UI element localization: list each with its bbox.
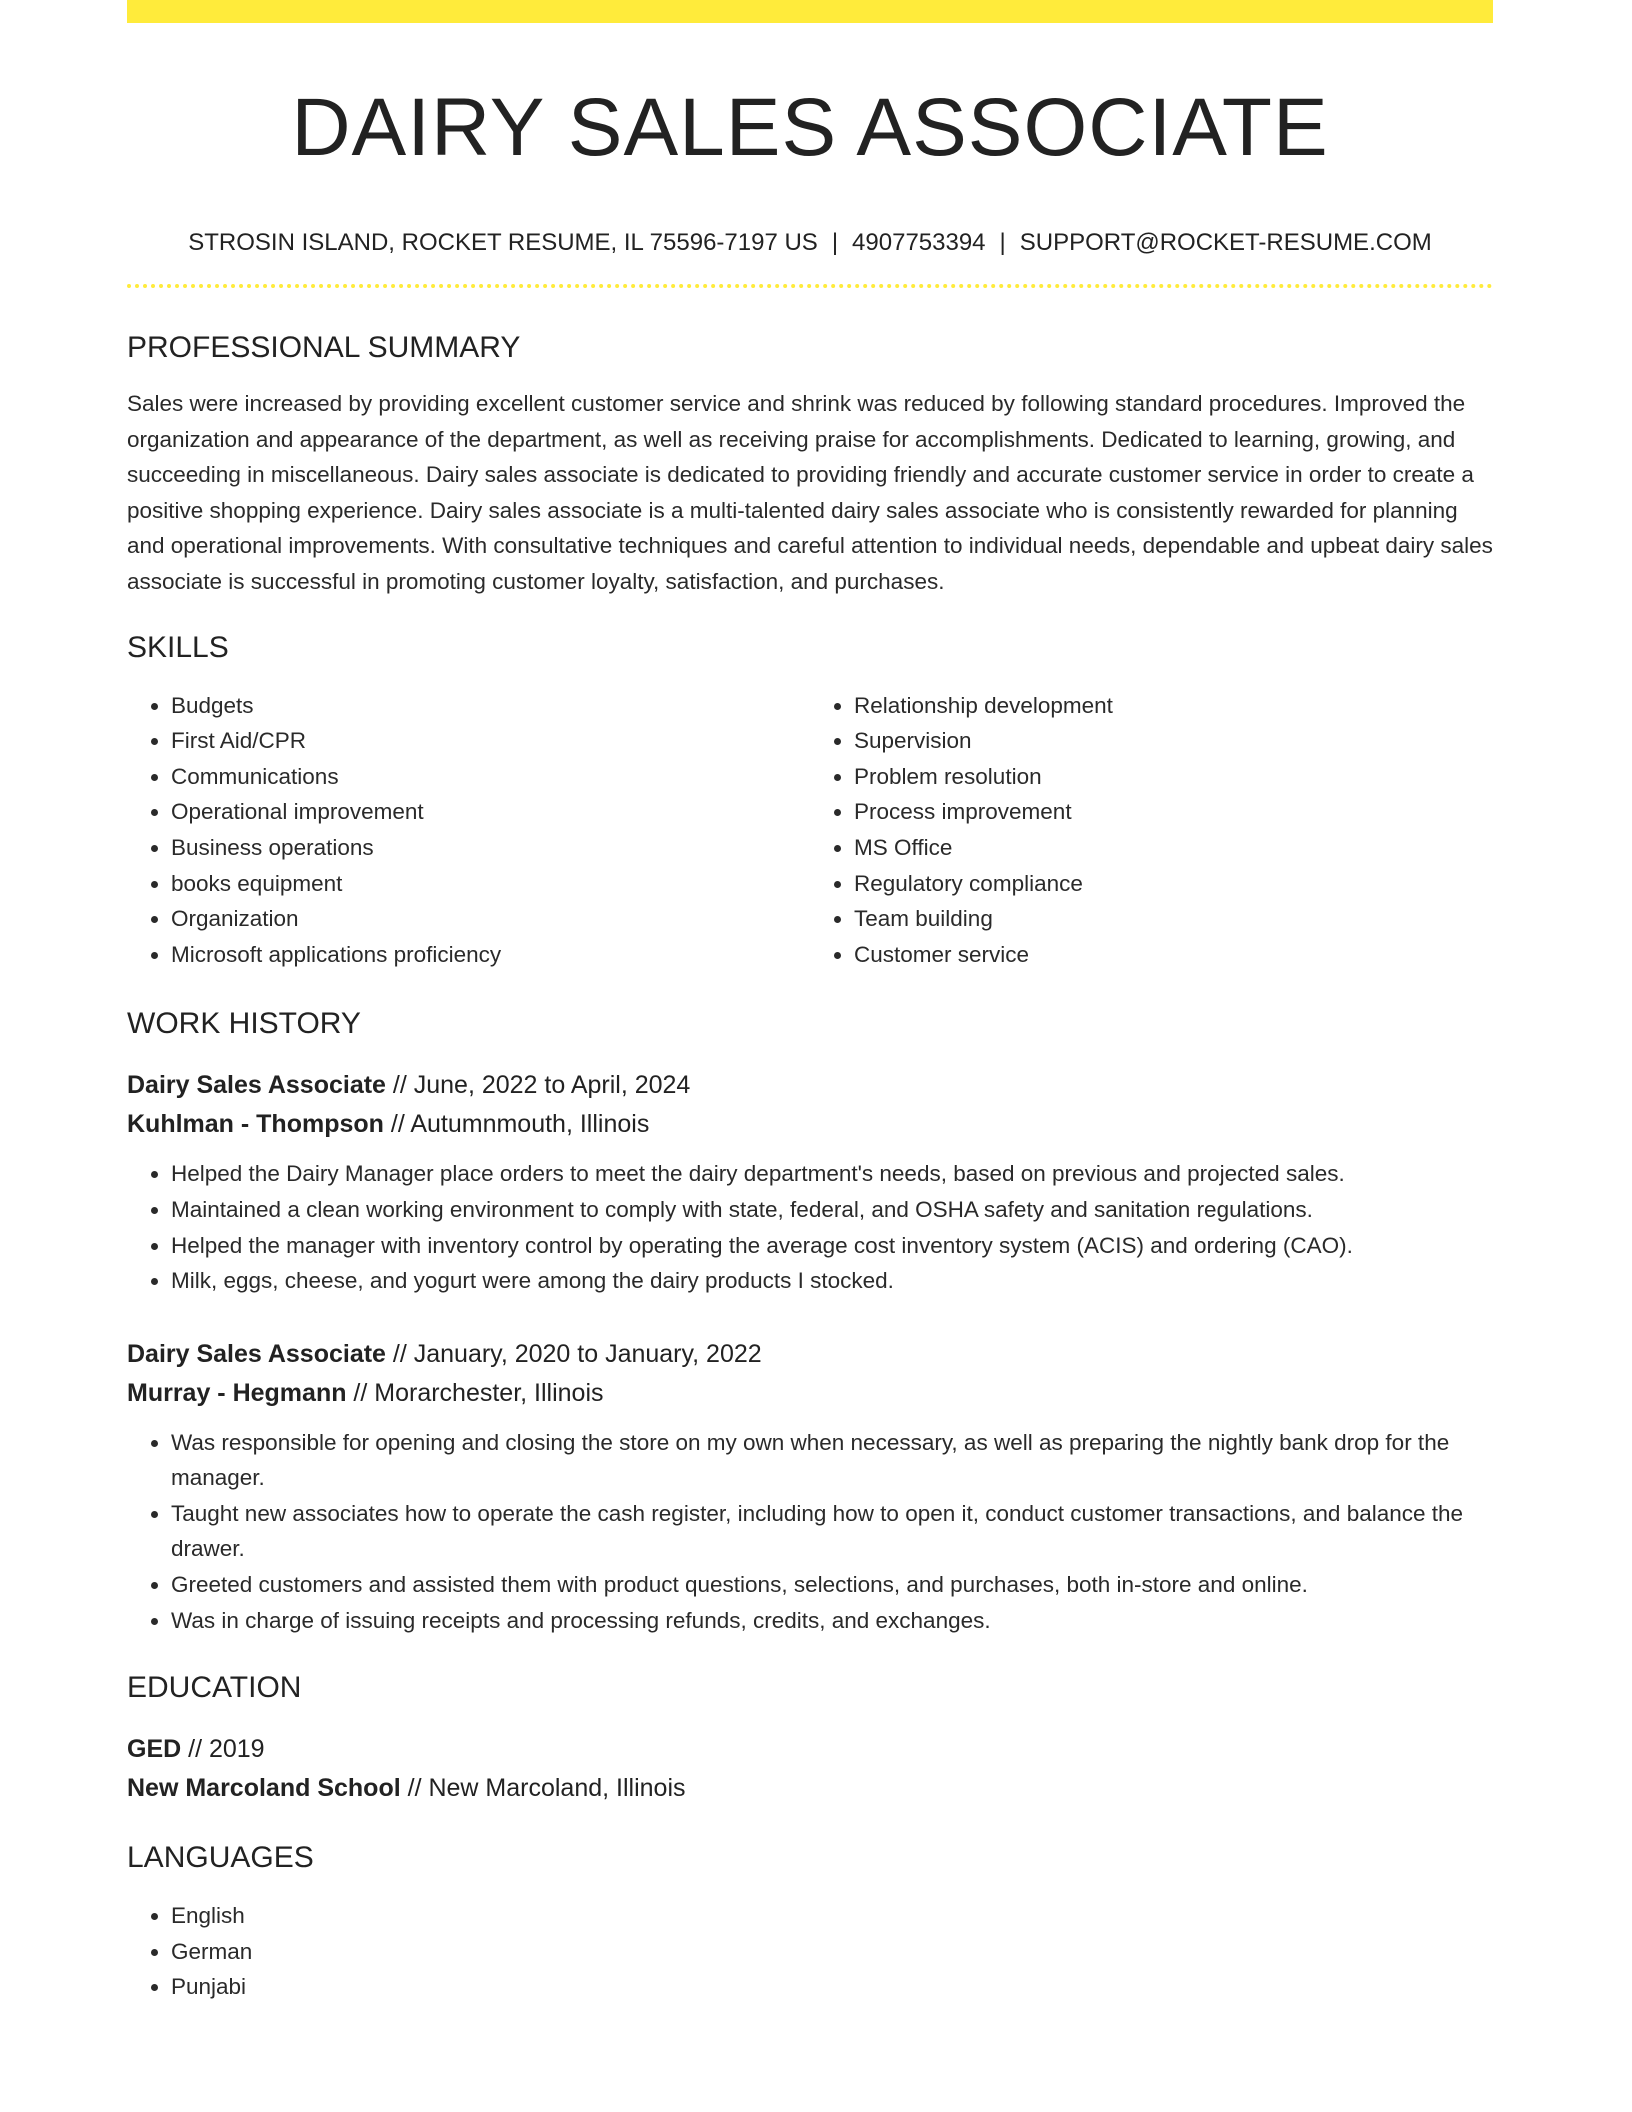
skill-item: • Microsoft applications proficiency <box>171 937 810 973</box>
job-position: Dairy Sales Associate <box>127 1339 386 1368</box>
languages-list <box>127 1898 1493 2005</box>
skills-left-list <box>127 688 810 973</box>
job-dates: // June, 2022 to April, 2024 <box>385 1071 691 1100</box>
language-item: • English <box>171 1898 1493 1934</box>
contact-address: STROSIN ISLAND, ROCKET RESUME, IL 75596-7197 US <box>188 229 818 256</box>
job-company-line <box>127 1374 1493 1413</box>
skill-item: • Communications <box>171 759 810 795</box>
contact-line <box>127 228 1493 258</box>
job-dates: // January, 2020 to January, 2022 <box>385 1339 762 1368</box>
resume-title: DAIRY SALES ASSOCIATE <box>291 82 1329 173</box>
education-degree: GED <box>127 1735 182 1764</box>
skills-right-list <box>810 688 1493 973</box>
education-year: // 2019 <box>181 1735 265 1764</box>
skills-heading: SKILLS <box>127 630 229 664</box>
job-company-line <box>127 1105 1493 1144</box>
job-bullet: • Milk, eggs, cheese, and yogurt were among the dairy products I stocked. <box>171 1263 1493 1299</box>
skill-item: • Problem resolution <box>854 759 1493 795</box>
job-bullet: • Helped the Dairy Manager place orders to meet the dairy department's needs, based on previous and projected sales. <box>171 1156 1493 1192</box>
skill-item: • First Aid/CPR <box>171 723 810 759</box>
job-location: // Morarchester, Illinois <box>346 1378 604 1407</box>
skill-item: • Process improvement <box>854 794 1493 830</box>
job-bullets <box>127 1156 1493 1298</box>
skill-item: • Regulatory compliance <box>854 866 1493 902</box>
job-bullet: • Was in charge of issuing receipts and processing refunds, credits, and exchanges. <box>171 1603 1493 1639</box>
skill-item: • books equipment <box>171 866 810 902</box>
education-degree-line <box>127 1730 1493 1769</box>
contact-email: SUPPORT@ROCKET-RESUME.COM <box>1019 229 1432 256</box>
job-bullet: • Helped the manager with inventory control by operating the average cost inventory system (ACIS) and ordering (CAO). <box>171 1228 1493 1264</box>
job-bullet: • Was responsible for opening and closing the store on my own when necessary, as well as preparing the nightly bank drop for the manager. <box>171 1425 1493 1496</box>
skills-columns <box>127 688 1493 973</box>
work-history-heading: WORK HISTORY <box>127 1007 361 1041</box>
skill-item: • Customer service <box>854 937 1493 973</box>
job-position: Dairy Sales Associate <box>127 1071 386 1100</box>
skill-item: • Budgets <box>171 688 810 724</box>
skill-item: • Team building <box>854 901 1493 937</box>
education-heading: EDUCATION <box>127 1671 302 1705</box>
skill-item: • Relationship development <box>854 688 1493 724</box>
contact-separator: | <box>831 229 839 256</box>
skill-item: • Business operations <box>171 830 810 866</box>
summary-heading: PROFESSIONAL SUMMARY <box>127 331 521 364</box>
education-location: // New Marcoland, Illinois <box>400 1774 686 1803</box>
job-bullet: • Greeted customers and assisted them with product questions, selections, and purchases, both in-store and online. <box>171 1567 1493 1603</box>
job-location: // Autumnmouth, Illinois <box>383 1110 650 1139</box>
language-item: • German <box>171 1934 1493 1970</box>
job-title-line <box>127 1066 1493 1105</box>
education-school-line <box>127 1769 1493 1808</box>
contact-separator: | <box>999 229 1006 256</box>
job-company: Kuhlman - Thompson <box>127 1110 384 1139</box>
job-company: Murray - Hegmann <box>127 1378 347 1407</box>
education-school: New Marcoland School <box>127 1774 401 1803</box>
job-title-line <box>127 1335 1493 1374</box>
language-item: • Punjabi <box>171 1969 1493 2005</box>
skill-item: • MS Office <box>854 830 1493 866</box>
resume-content <box>127 0 1493 2005</box>
job-bullets <box>127 1425 1493 1639</box>
skill-item: • Organization <box>171 901 810 937</box>
contact-phone: 4907753394 <box>852 229 986 256</box>
languages-heading: LANGUAGES <box>127 1841 314 1875</box>
dotted-divider <box>127 284 1493 288</box>
job-bullet: • Maintained a clean working environment to comply with state, federal, and OSHA safety and sanitation regulations. <box>171 1192 1493 1228</box>
skill-item: • Supervision <box>854 723 1493 759</box>
skill-item: • Operational improvement <box>171 794 810 830</box>
job-bullet: • Taught new associates how to operate the cash register, including how to open it, conduct customer transactions, and balance the drawer. <box>171 1496 1493 1567</box>
summary-text: Sales were increased by providing excellent customer service and shrink was reduced by following standard procedures. Improved the organization and appearance of the department, as well as receiving praise for accomplishments. Dedicated to learning, growing, and succeeding in miscellaneous. Dairy sales associate is dedicated to providing friendly and accurate customer service in order to create a positive shopping experience. Dairy sales associate is a multi-talented dairy sales associate who is consistently rewarded for planning and operational improvements. With consultative techniques and careful attention to individual needs, dependable and upbeat dairy sales associate is successful in promoting customer loyalty, satisfaction, and purchases. <box>127 391 1493 594</box>
